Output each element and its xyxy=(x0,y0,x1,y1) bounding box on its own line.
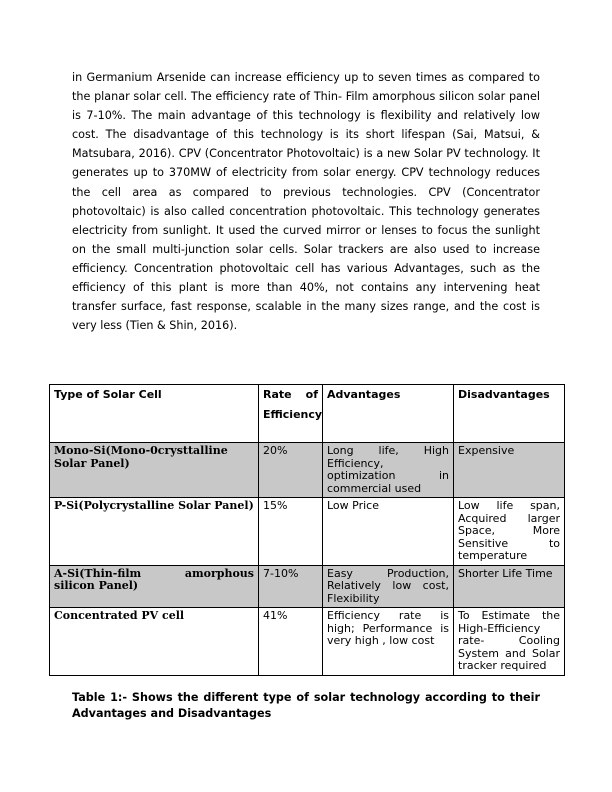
cell-rate: 41% xyxy=(259,608,323,676)
cell-disadvantages: Low life span, Acquired larger Space, More Sensitive to temperature xyxy=(454,498,565,566)
cell-rate: 15% xyxy=(259,498,323,566)
table-row xyxy=(50,565,565,608)
solar-comparison-table xyxy=(49,384,565,676)
table-header-row xyxy=(50,385,565,443)
cell-type: A-Si(Thin-film amorphous silicon Panel) xyxy=(50,565,259,608)
table-row xyxy=(50,608,565,676)
header-disadvantages: Disadvantages xyxy=(454,385,565,443)
header-rate: Rate of Efficiency xyxy=(259,385,323,443)
cell-advantages: Low Price xyxy=(323,498,454,566)
body-paragraph: in Germanium Arsenide can increase efficiency up to seven times as compared to the planar solar cell. The efficiency rate of Thin- Film amorphous silicon solar panel is 7-10%. The main advantage of this technology is flexibility and relatively low cost. The disadvantage of this technology is its short lifespan (Sai, Matsui, & Matsubara, 2016). CPV (Concentrator Photovoltaic) is a new Solar PV technology. It generates up to 370MW of electricity from solar energy. CPV technology reduces the cell area as compared to previous technologies. CPV (Concentrator photovoltaic) is also called concentration photovoltaic. This technology generates electricity from sunlight. It used the curved mirror or lenses to focus the sunlight on the small multi-junction solar cells. Solar trackers are also used to increase efficiency. Concentration photovoltaic cell has various Advantages, such as the efficiency of this plant is more than 40%, not contains any intervening heat transfer surface, fast response, scalable in the many sizes range, and the cost is very less (Tien & Shin, 2016). xyxy=(72,71,540,333)
cell-disadvantages: To Estimate the High-Efficiency rate- Cooling System and Solar tracker required xyxy=(454,608,565,676)
cell-type: Concentrated PV cell xyxy=(50,608,259,676)
header-type: Type of Solar Cell xyxy=(50,385,259,443)
header-advantages: Advantages xyxy=(323,385,454,443)
table-row xyxy=(50,443,565,498)
cell-disadvantages: Shorter Life Time xyxy=(454,565,565,608)
cell-rate: 20% xyxy=(259,443,323,498)
cell-advantages: Easy Production, Relatively low cost, Flexibility xyxy=(323,565,454,608)
cell-advantages: Efficiency rate is high; Performance is very high , low cost xyxy=(323,608,454,676)
cell-advantages: Long life, High Efficiency, optimization in commercial used xyxy=(323,443,454,498)
cell-type: Mono-Si(Mono-0crysttalline Solar Panel) xyxy=(50,443,259,498)
table-row xyxy=(50,498,565,566)
cell-rate: 7-10% xyxy=(259,565,323,608)
cell-type: P-Si(Polycrystalline Solar Panel) xyxy=(50,498,259,566)
table-caption: Table 1:- Shows the different type of solar technology according to their Advantages and Disadvantages xyxy=(72,691,540,720)
cell-disadvantages: Expensive xyxy=(454,443,565,498)
